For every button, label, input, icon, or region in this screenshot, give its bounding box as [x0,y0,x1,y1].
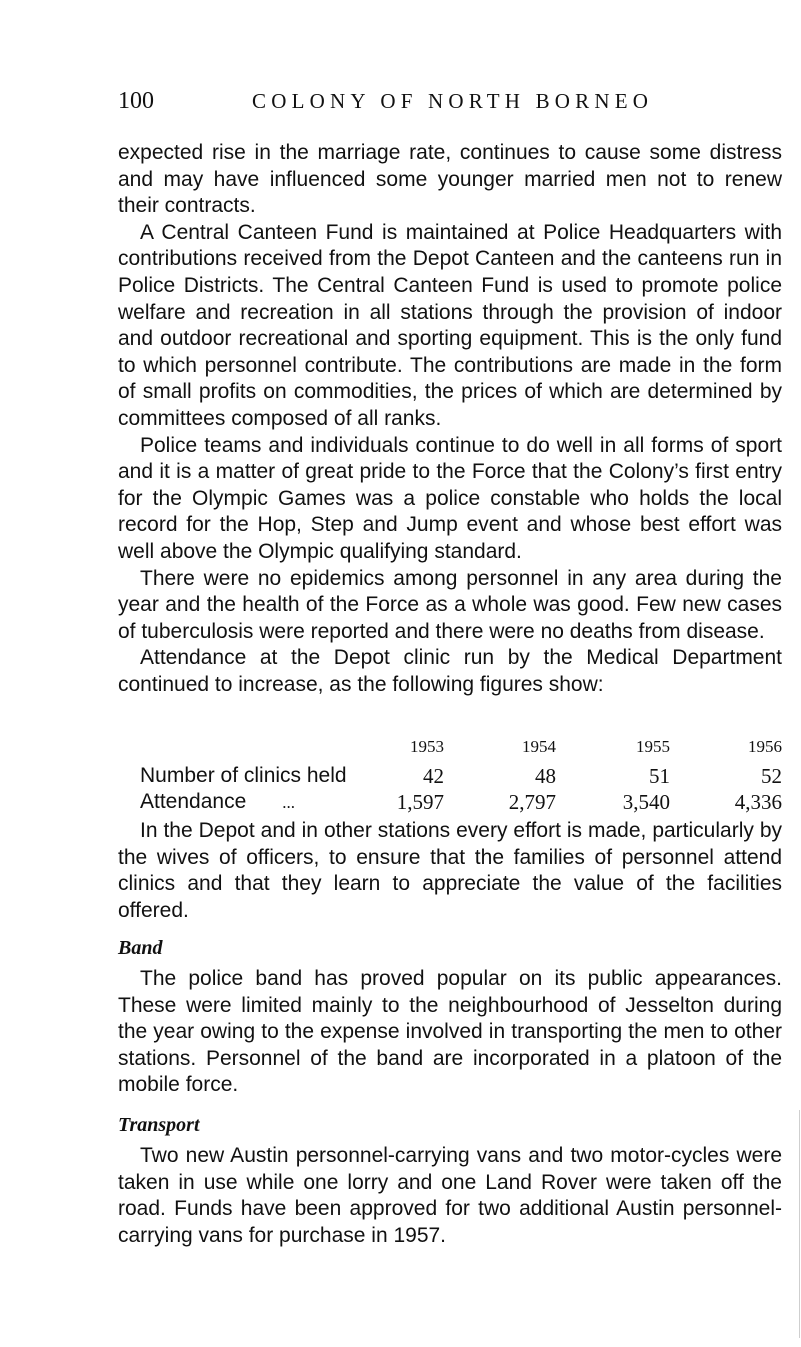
row-label: Number of clinics held [140,764,347,787]
running-title: COLONY OF NORTH BORNEO [252,89,654,113]
body-text-closing [118,818,782,924]
page-number: 100 [118,88,154,114]
paragraph-transport: Two new Austin personnel-carrying vans and two motor-cycles were taken in use while one lorry and one Land Rover were taken off the road. Funds have been approved for two additional Austin personnel-carrying vans for purchase in 1957. [118,1144,782,1247]
table-cell: 48 [535,763,556,788]
paragraph-health: There were no epidemics among personnel in any area during the year and the health of the Force as a whole was good. Few new cases of tuberculosis were reported and there were no deaths from disease. [118,566,782,643]
row-label: Attendance ... [140,790,296,813]
table-cell: 2,797 [508,789,556,814]
table-row [140,789,782,815]
page-header [118,88,758,120]
paragraph-families: In the Depot and in other stations every effort is made, particularly by the wives of officers, to ensure that the families of personnel attend clinics and that they learn to appreciate the value of the facilities offered. [118,819,782,922]
scan-edge-line [799,1110,800,1338]
table-corner [140,737,356,763]
table-cell: 1,597 [396,789,444,814]
body-text-upper [118,140,782,698]
table-cell: 4,336 [734,789,782,814]
year-header: 1953 [410,737,444,756]
section-heading-transport: Transport [118,1114,200,1136]
paragraph-band: The police band has proved popular on its public appearances. These were limited mainly to the neighbourhood of Jesselton during the year owing to the expense involved in transporting the men to other stations. Personnel of the band are incorporated in a platoon of the mobile force. [118,967,782,1097]
table-cell: 51 [649,763,670,788]
paragraph-continued: expected rise in the marriage rate, continues to cause some distress and may have influenced some younger married men not to renew their contracts. [118,141,782,218]
table-cell: 3,540 [622,789,670,814]
section-transport [118,1143,782,1249]
paragraph-canteen-fund: A Central Canteen Fund is maintained at Police Headquarters with contributions received from the Depot Canteen and the canteens run in Police Districts. The Central Canteen Fund is used to promote police welfare and recreation in all stations through the provision of indoor and outdoor recreational and sporting equipment. This is the only fund to which personnel contribute. The contributions are made in the form of small profits on commodities, the prices of which are determined by committees composed of all ranks. [118,220,782,430]
table-cell: 42 [423,763,444,788]
clinic-statistics-table [140,737,782,815]
section-heading-band: Band [118,937,163,959]
table-header-row [140,737,782,763]
dot-leader: ... [282,793,296,812]
table-row [140,763,782,789]
paragraph-clinic-attendance: Attendance at the Depot clinic run by the Medical Department continued to increase, as the following figures show: [118,646,782,696]
year-header: 1954 [522,737,556,756]
year-header: 1955 [636,737,670,756]
year-header: 1956 [748,737,782,756]
table-cell: 52 [761,763,782,788]
paragraph-sport: Police teams and individuals continue to do well in all forms of sport and it is a matter of great pride to the Force that the Colony’s first entry for the Olympic Games was a police constable who holds the local record for the Hop, Step and Jump event and whose best effort was well above the Olympic qualifying standard. [118,433,782,563]
section-band [118,966,782,1099]
